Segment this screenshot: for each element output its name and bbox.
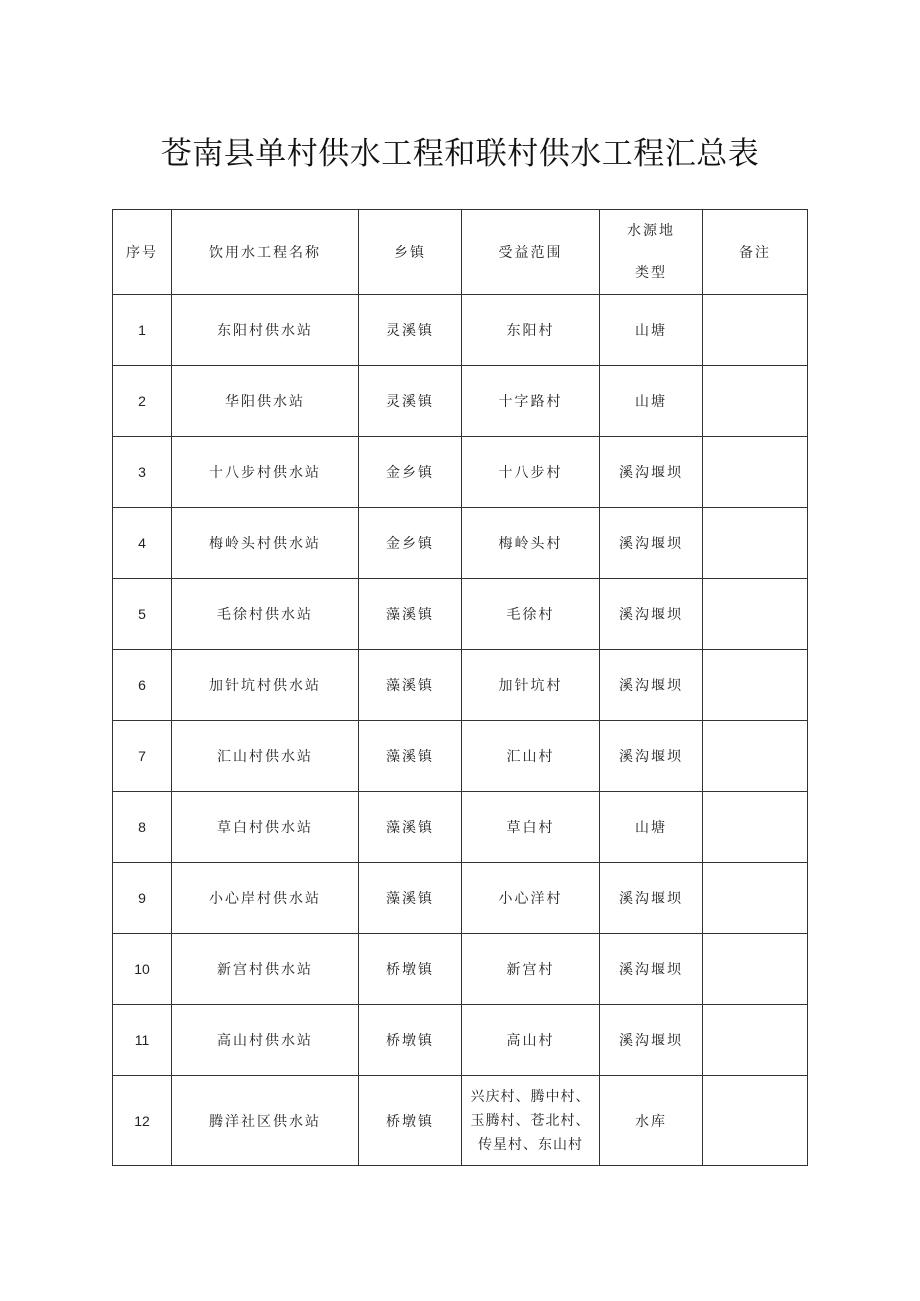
- cell-remark: [703, 934, 808, 1005]
- cell-remark: [703, 792, 808, 863]
- cell-town: 灵溪镇: [359, 295, 462, 366]
- cell-benefit-scope: 十八步村: [462, 437, 600, 508]
- table-row: [113, 1005, 808, 1076]
- cell-project-name: 高山村供水站: [172, 1005, 359, 1076]
- cell-benefit-scope: [462, 1076, 600, 1166]
- cell-town: 藻溪镇: [359, 863, 462, 934]
- cell-benefit-scope: 毛徐村: [462, 579, 600, 650]
- cell-index: 2: [113, 366, 172, 437]
- header-town: 乡镇: [359, 210, 462, 295]
- benefit-scope-line: 兴庆村、腾中村、: [470, 1088, 591, 1105]
- cell-water-source-type: 山塘: [600, 366, 703, 437]
- cell-town: 藻溪镇: [359, 721, 462, 792]
- cell-town: 灵溪镇: [359, 366, 462, 437]
- cell-remark: [703, 295, 808, 366]
- cell-water-source-type: 溪沟堰坝: [600, 437, 703, 508]
- header-water-source-line1: 水源地: [627, 223, 675, 239]
- table-row: [113, 1076, 808, 1166]
- table-row: [113, 366, 808, 437]
- cell-remark: [703, 650, 808, 721]
- cell-index: 4: [113, 508, 172, 579]
- document-title: 苍南县单村供水工程和联村供水工程汇总表: [160, 136, 760, 172]
- cell-index: 8: [113, 792, 172, 863]
- header-remark: 备注: [703, 210, 808, 295]
- table-row: [113, 437, 808, 508]
- table-row: [113, 934, 808, 1005]
- cell-town: 桥墩镇: [359, 1076, 462, 1166]
- cell-water-source-type: 山塘: [600, 792, 703, 863]
- cell-index: 6: [113, 650, 172, 721]
- cell-project-name: 毛徐村供水站: [172, 579, 359, 650]
- benefit-scope-line: 玉腾村、苍北村、: [470, 1112, 591, 1129]
- cell-remark: [703, 366, 808, 437]
- cell-index: 12: [113, 1076, 172, 1166]
- cell-town: 藻溪镇: [359, 792, 462, 863]
- cell-project-name: 新宫村供水站: [172, 934, 359, 1005]
- header-water-source-line2: 类型: [635, 265, 667, 281]
- cell-project-name: 加针坑村供水站: [172, 650, 359, 721]
- cell-index: 11: [113, 1005, 172, 1076]
- cell-benefit-scope: 汇山村: [462, 721, 600, 792]
- cell-remark: [703, 1076, 808, 1166]
- cell-index: 1: [113, 295, 172, 366]
- cell-benefit-scope: 加针坑村: [462, 650, 600, 721]
- cell-index: 3: [113, 437, 172, 508]
- table-row: [113, 579, 808, 650]
- header-index: 序号: [113, 210, 172, 295]
- table-header-row: [113, 210, 808, 295]
- cell-town: 藻溪镇: [359, 579, 462, 650]
- cell-project-name: 汇山村供水站: [172, 721, 359, 792]
- table-row: [113, 863, 808, 934]
- header-benefit-scope: 受益范围: [462, 210, 600, 295]
- cell-town: 金乡镇: [359, 508, 462, 579]
- cell-project-name: 梅岭头村供水站: [172, 508, 359, 579]
- cell-project-name: 东阳村供水站: [172, 295, 359, 366]
- cell-remark: [703, 579, 808, 650]
- cell-water-source-type: 水库: [600, 1076, 703, 1166]
- table-row: [113, 792, 808, 863]
- cell-water-source-type: 溪沟堰坝: [600, 650, 703, 721]
- cell-remark: [703, 863, 808, 934]
- table-row: [113, 650, 808, 721]
- cell-index: 9: [113, 863, 172, 934]
- cell-project-name: 草白村供水站: [172, 792, 359, 863]
- summary-table: [112, 209, 808, 1166]
- cell-water-source-type: 溪沟堰坝: [600, 863, 703, 934]
- cell-benefit-scope: 草白村: [462, 792, 600, 863]
- cell-remark: [703, 721, 808, 792]
- cell-remark: [703, 437, 808, 508]
- cell-water-source-type: 溪沟堰坝: [600, 579, 703, 650]
- cell-water-source-type: 溪沟堰坝: [600, 721, 703, 792]
- header-project-name: 饮用水工程名称: [172, 210, 359, 295]
- cell-project-name: 腾洋社区供水站: [172, 1076, 359, 1166]
- cell-benefit-scope: 小心洋村: [462, 863, 600, 934]
- cell-index: 10: [113, 934, 172, 1005]
- cell-benefit-scope: 高山村: [462, 1005, 600, 1076]
- cell-project-name: 小心岸村供水站: [172, 863, 359, 934]
- cell-benefit-scope: 十字路村: [462, 366, 600, 437]
- benefit-scope-line: 传星村、东山村: [478, 1136, 583, 1153]
- cell-town: 桥墩镇: [359, 1005, 462, 1076]
- cell-project-name: 十八步村供水站: [172, 437, 359, 508]
- cell-town: 金乡镇: [359, 437, 462, 508]
- cell-water-source-type: 溪沟堰坝: [600, 934, 703, 1005]
- cell-water-source-type: 溪沟堰坝: [600, 1005, 703, 1076]
- cell-town: 桥墩镇: [359, 934, 462, 1005]
- header-water-source-type: [600, 210, 703, 295]
- cell-remark: [703, 1005, 808, 1076]
- cell-benefit-scope: 新宫村: [462, 934, 600, 1005]
- cell-index: 7: [113, 721, 172, 792]
- cell-benefit-scope: 梅岭头村: [462, 508, 600, 579]
- cell-water-source-type: 溪沟堰坝: [600, 508, 703, 579]
- cell-town: 藻溪镇: [359, 650, 462, 721]
- table-row: [113, 295, 808, 366]
- cell-remark: [703, 508, 808, 579]
- table-row: [113, 721, 808, 792]
- cell-project-name: 华阳供水站: [172, 366, 359, 437]
- table-row: [113, 508, 808, 579]
- cell-benefit-scope: 东阳村: [462, 295, 600, 366]
- cell-water-source-type: 山塘: [600, 295, 703, 366]
- cell-index: 5: [113, 579, 172, 650]
